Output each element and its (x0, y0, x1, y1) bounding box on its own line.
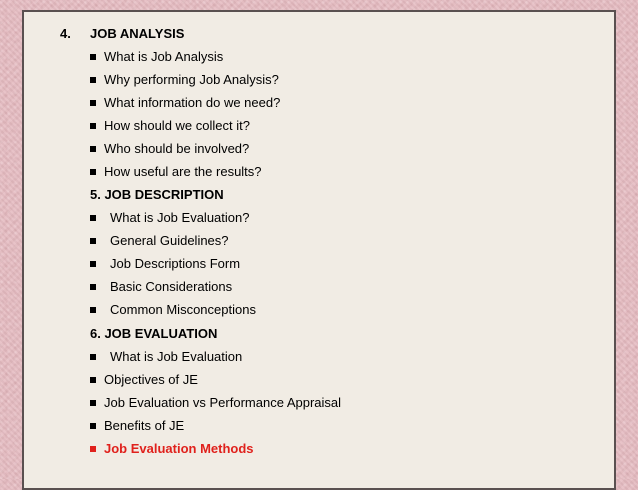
list-item: Who should be involved? (90, 141, 249, 156)
square-bullet-icon (90, 123, 96, 129)
list-item: How useful are the results? (90, 164, 262, 179)
square-bullet-icon (90, 307, 96, 313)
list-item: What is Job Evaluation? (90, 210, 249, 225)
square-bullet-icon (90, 169, 96, 175)
section-title-job-description: 5. JOB DESCRIPTION (90, 187, 224, 202)
square-bullet-icon (90, 354, 96, 360)
section-number: 4. (60, 26, 71, 41)
square-bullet-icon (90, 377, 96, 383)
square-bullet-icon (90, 54, 96, 60)
list-item: Job Evaluation vs Performance Appraisal (90, 395, 341, 410)
content-panel (22, 10, 616, 490)
square-bullet-icon (90, 238, 96, 244)
list-item: What is Job Evaluation (90, 349, 242, 364)
section-title-job-evaluation: 6. JOB EVALUATION (90, 326, 218, 341)
square-bullet-icon (90, 146, 96, 152)
list-item: Common Misconceptions (90, 302, 256, 317)
square-bullet-icon (90, 284, 96, 290)
list-item: What information do we need? (90, 95, 280, 110)
square-bullet-icon (90, 100, 96, 106)
square-bullet-icon (90, 261, 96, 267)
list-item-highlighted: Job Evaluation Methods (90, 441, 254, 456)
list-item: Job Descriptions Form (90, 256, 240, 271)
square-bullet-icon (90, 77, 96, 83)
list-item: What is Job Analysis (90, 49, 223, 64)
list-item: Objectives of JE (90, 372, 198, 387)
square-bullet-icon (90, 423, 96, 429)
section-title-job-analysis: JOB ANALYSIS (90, 26, 185, 41)
list-item: Benefits of JE (90, 418, 184, 433)
list-item: Basic Considerations (90, 279, 232, 294)
square-bullet-icon (90, 215, 96, 221)
list-item: Why performing Job Analysis? (90, 72, 279, 87)
square-bullet-icon (90, 446, 96, 452)
square-bullet-icon (90, 400, 96, 406)
list-item: How should we collect it? (90, 118, 250, 133)
list-item: General Guidelines? (90, 233, 229, 248)
